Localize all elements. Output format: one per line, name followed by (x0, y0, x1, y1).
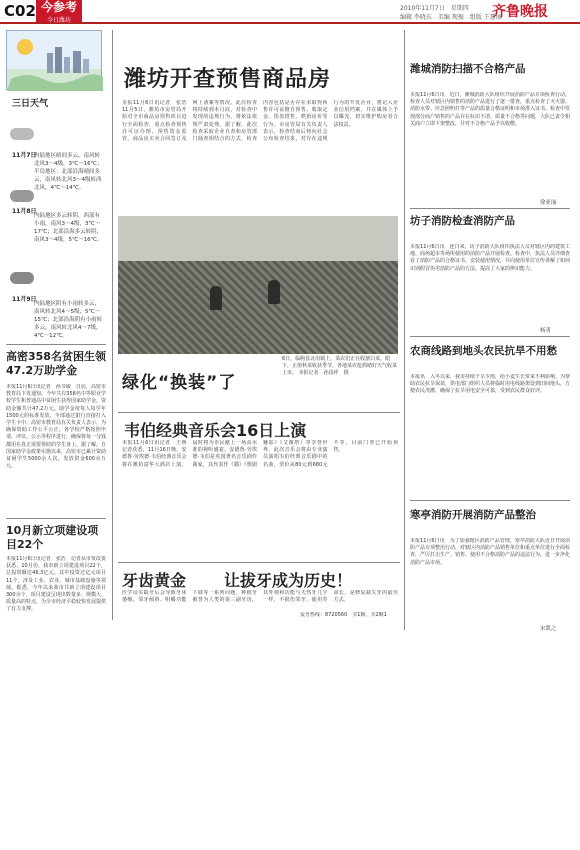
hanting-body: 本报11月6日讯 为了加强辖区消防产品管理，寒亭消防大队近日开展消防产品专项整治行动，对辖区内消防产品销售单位和重点单位进行全面检查，严厉打击生产、销售、使用不合格消防产品的违法行为，进一步净化消防产品市场。 (410, 538, 570, 566)
cabbage-field (118, 261, 398, 354)
main-headline: 潍坊开查预售商品房 (124, 67, 332, 92)
weather-text-2: 内陆地区多云转阴，西部有小雨，南风3～4级，3℃～17℃；北部沿海多云转阴，南风3～4级，5℃～16℃。 (34, 213, 103, 243)
fangzi-body: 本报11月6日讯 连日来，坊子消防大队组织执法人员对辖区内的建筑工地、商场超市等场所使用的消防产品开展检查。检查中，执法人员详细查看了消防产品的合格证书、安装使用情况，并向使用单位宣传讲解了如何识别假冒伪劣消防产品的方法，提高了大家的辨识能力。 (410, 244, 570, 272)
column-rule (112, 30, 113, 620)
author-name: 杨菁 (540, 328, 552, 334)
column-rule (404, 30, 405, 630)
divider (118, 412, 400, 413)
photo-background (118, 216, 398, 261)
farmer-figure (268, 280, 280, 304)
farmer-figure (210, 286, 222, 310)
divider (410, 336, 570, 337)
photo-caption (282, 356, 400, 378)
concert-article-body: 本报11月6日讯记者 王燕 记者获悉，11月16日晚，安德鲁·劳埃德·韦伯经典音乐会将在潍坊富华大酒店上演，届时将为市民献上一场高水准的视听盛宴。安德鲁·劳埃德·韦伯是英国著名音乐剧作曲家，其代表作《猫》《歌剧魅影》《艾薇塔》等享誉世界，此次音乐会将由专业演员演唱韦伯经典音乐剧中的名曲，票价从80元到680元不等，目前门票已开始预售。 (122, 440, 398, 468)
ad-body: 医学证实缺牙后会导致牙床萎缩、邻牙倾斜、咀嚼功能下降等一系列问题。种植牙被誉为人类的第三副牙齿，其外观和功能与天然牙几乎一样，不损伤邻牙，使用寿命长，是修复缺失牙的最佳方式。 (122, 590, 398, 604)
section-title: 今参考 (40, 0, 77, 14)
weicheng-body: 本报11月6日讯 近日，潍城消防大队组织开展消防产品专项检查行动，检查人员对辖区内销售的消防产品进行了逐一排查，重点检查了灭火器、消防水带、应急照明灯等产品的质量合格证明和市场准入证书。检查中发现部分商户销售的产品存在标识不清、质量不合格等问题，大队已责令相关商户立即下架整改，并对不合格产品予以收缴。 (410, 92, 570, 127)
caption-author: 本报记者 孙国祥 摄 (298, 370, 349, 377)
headline-hanting: 寒亭消防开展消防产品整治 (410, 509, 536, 521)
divider (410, 208, 570, 209)
weather-text-1: 内陆地区晴间多云，南风转北风3～4级，3℃～16℃；半岛地区：北部沿海晴间多云，南风转北风3～4级转西北风，4℃～14℃。 (34, 153, 103, 191)
divider (118, 562, 400, 563)
weather-date-3: 11月9日 (12, 296, 37, 303)
city-skyline-icon (7, 31, 103, 91)
power-lines-body: 本报讯 入冬以来，我市持续干旱少雨，给小麦生长带来不利影响。为帮助农民抗旱保苗，供电部门组织人员将临时用电线路架设到田间地头，方便农民浇灌，确保了抗旱用电安全可靠，受到农民群众好评。 (410, 374, 570, 395)
article-aid-body: 本报11月6日讯记者 孙书敏 日前，高密市教育局下发通知，今年共有358名中等职业学校学生和普通高中贫困生获得国家助学金，资助金额共计47.2万元。助学金按每人每学年1500元的标准发放，全部通过银行直接打入学生卡中。高密市教育局有关负责人表示，为确保资助工作公平公正，各学校严格按照申请、评议、公示等程序进行，确保将每一分钱都用在真正需要帮助的学生身上。据了解，自国家助学金政策实施以来，高密市已累计资助贫困学生5000余人次，发放资金600余万元。 (6, 384, 106, 470)
cloudy-icon (10, 190, 34, 202)
weather-illustration (6, 30, 102, 90)
section-subtitle: 今日潍坊 (46, 17, 71, 24)
divider (410, 500, 570, 501)
ad-headline-1: 牙齿黄金 (122, 571, 187, 590)
divider (6, 344, 106, 345)
main-article-body: 本报11月6日讯记者 张浩 11月5日，潍坊市房管局开始对全市商品房预售项目进行全面检查，重点检查预售许可证办理、预售资金监管、商品房买卖合同签订及网上备案等情况。此次检查将持续到本月底，对检查中发现的违规行为，将依法依规严肃处理。据了解，此次检查采取企业自查和房管部门抽查相结合的方式，检查内容包括是否存在未取得预售许可证擅自预售、收取定金、捂盘惜售、哄抬房价等行为。市房管局有关负责人表示，检查结束后将向社会公布检查结果，对存在违规行为的开发企业，将记入企业信用档案，并在媒体上予以曝光，切实维护购房者合法权益。 (122, 100, 398, 143)
sun-icon (17, 39, 33, 55)
concert-headline: 韦伯经典音乐会16日上演 (124, 421, 307, 440)
rain-icon (10, 272, 34, 284)
photo-overlay-title: 绿化“换装”了 (122, 373, 237, 393)
divider (6, 518, 106, 519)
sunny-cloudy-icon (10, 128, 34, 140)
headline-power-lines: 农商线路到地头农民抗旱不用愁 (410, 345, 557, 357)
author-name: 宋凯之 (540, 626, 557, 632)
headline-fangzi: 坊子消防检查消防产品 (410, 215, 515, 227)
headline-projects: 10月新立项建设项目22个 (6, 524, 99, 551)
author-name: 徐亚丽 (540, 200, 557, 206)
date-line: 2010年11月7日 星期四 (400, 5, 469, 12)
headline-aid: 高密358名贫困生领47.2万助学金 (6, 350, 106, 377)
weather-title: 三日天气 (12, 99, 49, 109)
article-projects-body: 本报11月6日讯记者 张浩 记者从市发改委获悉，10月份，我市新立项建设项目22个，总投资额达46.3亿元。其中投资过亿元项目11个，涉及工业、农业、城市基础设施等领域。据悉，今年以来我市共新立项建设项目300余个，项目建设呈现出数量多、规模大、质量高的特点，为全市经济平稳较快发展提供了有力支撑。 (6, 556, 106, 613)
ad-headline-2: 让拔牙成为历史！ (224, 571, 353, 590)
headline-weicheng: 潍城消防扫描不合格产品 (410, 63, 526, 75)
weather-date-2: 11月8日 (12, 208, 37, 215)
weather-text-3: 内陆地区阴有小雨转多云，南风转北风4～5级，5℃～15℃；北部沿海阴有小雨转多云，南风转北风4～7级，4℃～12℃。 (34, 301, 103, 339)
ad-hotline: 爱牙热线：8720560 买1颗，买2颗1 (300, 612, 387, 618)
news-photo (118, 216, 398, 354)
newspaper-logo: 齐鲁晚报 (492, 4, 548, 20)
caption-text: 6日，临朐县北沟镇上，菜农们正在收割白菜。眼下，正值秋菜收获季节，各地菜农抢抓晴好天气收菜上市。 (282, 356, 398, 377)
page-code: C02 (4, 2, 36, 20)
page-header (0, 0, 580, 24)
weather-date-1: 11月7日 (12, 152, 37, 159)
editors-line: 编辑 李晓东 美编 现振 组版 王慧丽 (400, 14, 502, 21)
